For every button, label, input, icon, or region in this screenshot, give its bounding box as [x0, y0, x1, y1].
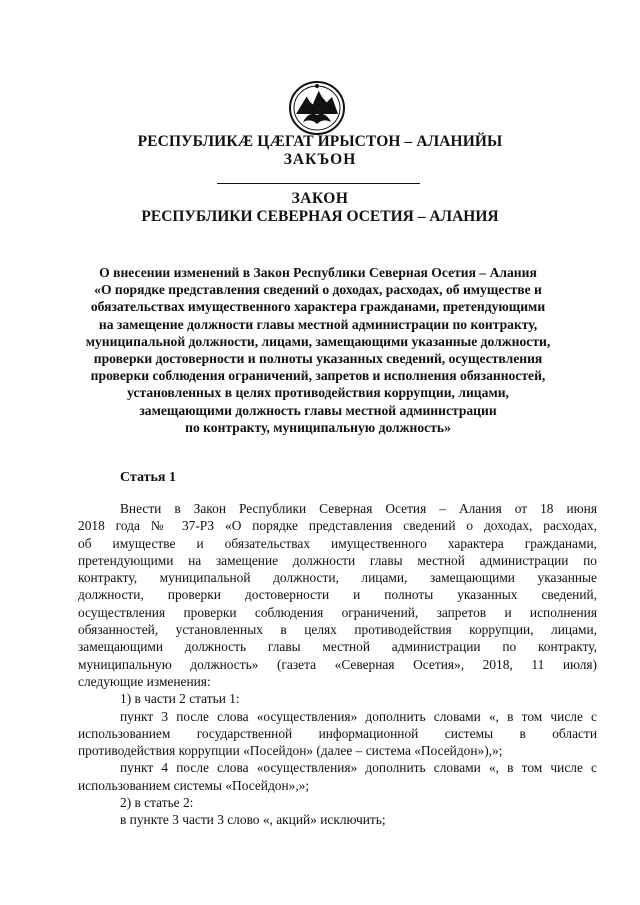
body-line: 2018 года № 37-РЗ «О порядке представления сведений о доходах, расходах,: [78, 518, 597, 534]
title-line: О внесении изменений в Закон Республики Северная Осетия – Алания: [99, 265, 537, 280]
article-heading: Статья 1: [120, 470, 176, 485]
body-line: замещающими должность главы местной администрации по контракту,: [78, 639, 597, 655]
body-line: об имуществе и обязательствах имущественного характера гражданами,: [78, 535, 597, 551]
body-line: использованием системы «Посейдон»,»;: [78, 777, 310, 793]
title-line: установленных в целях противодействия коррупции, лицами,: [127, 385, 509, 401]
title-line: муниципальной должности, лицами, замещающими указанные должности,: [85, 333, 551, 349]
title-line: проверки соблюдения ограничений, запретов и исполнения обязанностей,: [90, 368, 546, 384]
law-title: [78, 264, 558, 436]
republic-name-ossetian: РЕСПУБЛИКÆ ЦÆГАТ ИРЫСТОН – АЛАНИЙЫ: [137, 133, 503, 150]
coat-of-arms-emblem: [287, 78, 347, 136]
title-line: замещающими должность главы местной администрации: [139, 402, 497, 418]
body-line: в пункте 3 части 3 слово «, акций» исключить;: [120, 812, 386, 828]
body-line: использованием государственной информационной системы в области: [78, 725, 597, 741]
republic-name-russian: РЕСПУБЛИКИ СЕВЕРНАЯ ОСЕТИЯ – АЛАНИЯ: [141, 208, 499, 225]
body-line: должности, проверки достоверности и полноты указанных сведений,: [78, 587, 597, 603]
title-line: по контракту, муниципальную должность»: [185, 419, 451, 435]
body-line: 2) в статье 2:: [120, 795, 194, 811]
body-line: претендующими на замещение должности главы местной администрации по: [78, 552, 597, 568]
title-line: обязательствах имущественного характера гражданами, претендующими: [90, 299, 546, 315]
law-label-russian: ЗАКОН: [291, 190, 349, 207]
body-line: муниципальную должность» (газета «Северная Осетия», 2018, 11 июля): [78, 656, 597, 672]
body-line: 1) в части 2 статьи 1:: [120, 691, 240, 707]
title-line: «О порядке представления сведений о доходах, расходах, об имуществе и: [94, 282, 542, 298]
body-line: пункт 3 после слова «осуществления» дополнить словами «, в том числе с: [120, 708, 597, 724]
body-line: контракту, муниципальной должности, лицами, замещающими указанные: [78, 570, 597, 586]
header-divider: [217, 183, 420, 184]
body-line: противодействия коррупции «Посейдон» (далее – система «Посейдон»),»;: [78, 743, 503, 759]
body-line: Внести в Закон Республики Северная Осетия – Алания от 18 июня: [120, 501, 597, 516]
body-line: обязанностей, установленных в целях противодействия коррупции, лицами,: [78, 622, 597, 638]
body-line: пункт 4 после слова «осуществления» дополнить словами «, в том числе с: [120, 760, 597, 776]
title-line: на замещение должности главы местной администрации по контракту,: [98, 316, 538, 332]
article-body: [78, 500, 597, 829]
law-label-ossetian: ЗАКЪОН: [283, 151, 357, 168]
body-line: осуществления проверки соблюдения ограничений, запретов и исполнения: [78, 604, 597, 620]
body-line: следующие изменения:: [78, 673, 211, 689]
title-line: проверки достоверности и полноты указанных сведений, осуществления: [93, 351, 543, 367]
